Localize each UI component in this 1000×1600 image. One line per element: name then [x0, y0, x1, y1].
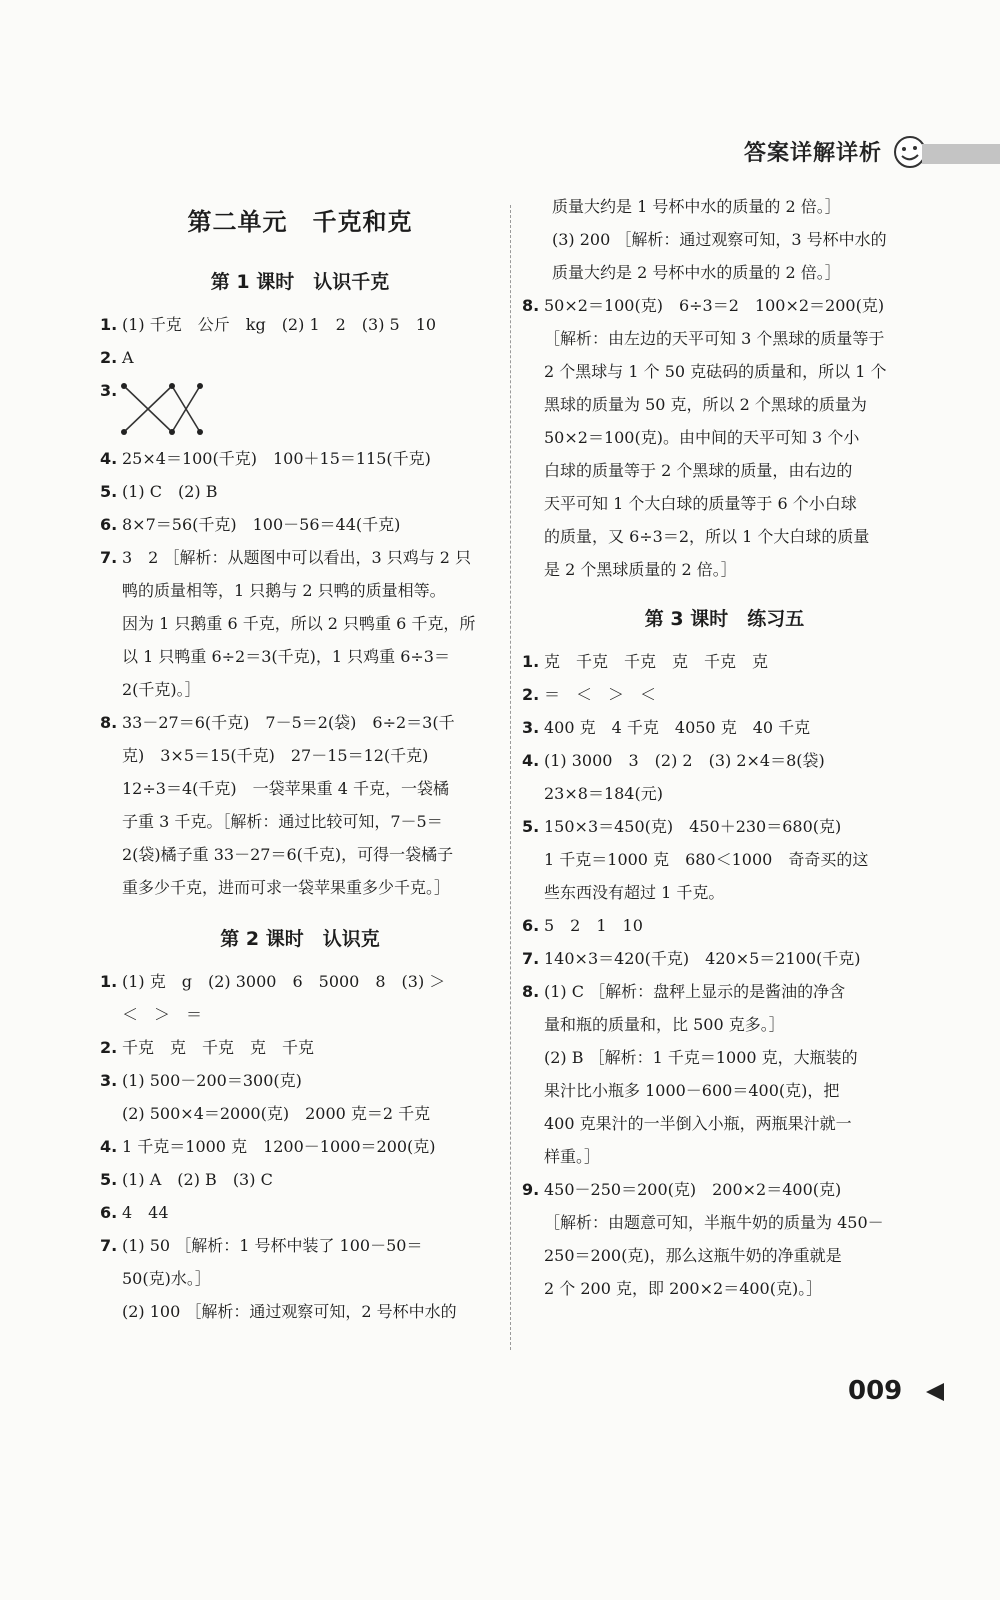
- lesson-2-title: 第 2 课时 认识克: [220, 928, 380, 950]
- lesson-1-title: 第 1 课时 认识千克: [210, 271, 390, 293]
- l3-q8-line: (2) B ［解析：1 千克＝1000 克，大瓶装的: [544, 1048, 858, 1067]
- l3-q9-line: ［解析：由题意可知，半瓶牛奶的质量为 450－: [544, 1213, 884, 1232]
- l3-q9-line: 2 个 200 克，即 200×2＝400(克)。］: [544, 1279, 823, 1298]
- l1-q4: 4. 25×4＝100(千克) 100＋15＝115(千克): [100, 449, 431, 468]
- l1-q7-line: 因为 1 只鹅重 6 千克，所以 2 只鸭重 6 千克，所: [122, 614, 476, 633]
- l3-q5-line: 1 千克＝1000 克 680＜1000 奇奇买的这: [544, 850, 869, 869]
- r-q8: 8. 50×2＝100(克) 6÷3＝2 100×2＝200(克): [522, 296, 885, 315]
- r-top-line: (3) 200 ［解析：通过观察可知，3 号杯中水的: [552, 230, 887, 249]
- l2-q7-line: (2) 100 ［解析：通过观察可知，2 号杯中水的: [122, 1302, 457, 1321]
- l1-q7-line: 以 1 只鸭重 6÷2＝3(千克)，1 只鸡重 6÷3＝: [122, 647, 450, 666]
- l3-q5: 5. 150×3＝450(克) 450＋230＝680(克): [522, 817, 842, 836]
- l1-q8-line: 重多少千克，进而可求一袋苹果重多少千克。］: [122, 878, 451, 897]
- l2-q1: 1. (1) 克 g (2) 3000 6 5000 8 (3) ＞: [100, 972, 446, 991]
- lesson-3-title: 第 3 课时 练习五: [644, 608, 805, 630]
- r-top-line: 质量大约是 1 号杯中水的质量的 2 倍。］: [552, 197, 841, 216]
- l2-q7-line: 50(克)水。］: [122, 1269, 211, 1288]
- r-q8-line: 2 个黑球与 1 个 50 克砝码的质量和，所以 1 个: [544, 362, 887, 381]
- l3-q1: 1. 克 千克 千克 克 千克 克: [522, 652, 769, 671]
- l2-q3: 3. (1) 500－200＝300(克): [100, 1071, 302, 1090]
- l3-q4-line: 23×8＝184(元): [544, 784, 663, 803]
- l3-q8-line: 400 克果汁的一半倒入小瓶，两瓶果汁就一: [544, 1114, 852, 1133]
- l1-q5: 5. (1) C (2) B: [100, 482, 218, 501]
- l3-q8: 8. (1) C ［解析：盘秤上显示的是酱油的净含: [522, 982, 846, 1001]
- l1-q8-line: 2(袋)橘子重 33－27＝6(千克)，可得一袋橘子: [122, 845, 454, 864]
- left-triangle-icon: [924, 1381, 946, 1403]
- r-top-line: 质量大约是 2 号杯中水的质量的 2 倍。］: [552, 263, 841, 282]
- l2-q4: 4. 1 千克＝1000 克 1200－1000＝200(克): [100, 1137, 436, 1156]
- l1-q3-matching: 3.: [100, 374, 500, 442]
- l1-q2: 2. A: [100, 348, 134, 367]
- l1-q8-line: 12÷3＝4(千克) 一袋苹果重 4 千克，一袋橘: [122, 779, 449, 798]
- l3-q9: 9. 450－250＝200(克) 200×2＝400(克): [522, 1180, 842, 1199]
- l3-q8-line: 样重。］: [544, 1147, 601, 1166]
- l3-q2: 2. ＝ ＜ ＞ ＜: [522, 685, 657, 704]
- page-number: 009: [848, 1376, 903, 1406]
- l2-q6: 6. 4 44: [100, 1203, 169, 1222]
- l1-q6: 6. 8×7＝56(千克) 100－56＝44(千克): [100, 515, 401, 534]
- l3-q5-line: 些东西没有超过 1 千克。: [544, 883, 725, 902]
- l2-q7: 7. (1) 50 ［解析：1 号杯中装了 100－50＝: [100, 1236, 423, 1255]
- r-q8-line: 天平可知 1 个大白球的质量等于 6 个小白球: [544, 494, 857, 513]
- r-q8-line: 白球的质量等于 2 个黑球的质量，由右边的: [544, 461, 853, 480]
- l1-q7-line: 2(千克)。］: [122, 680, 201, 699]
- l2-q1-line: ＜ ＞ ＝: [122, 1005, 203, 1024]
- l3-q8-line: 量和瓶的质量和，比 500 克多。］: [544, 1015, 785, 1034]
- l1-q7-line: 鸭的质量相等，1 只鹅与 2 只鸭的质量相等。: [122, 581, 446, 600]
- r-q8-line: ［解析：由左边的天平可知 3 个黑球的质量等于: [544, 329, 885, 348]
- l3-q6: 6. 5 2 1 10: [522, 916, 643, 935]
- right-column: [522, 190, 927, 1305]
- l3-q8-line: 果汁比小瓶多 1000－600＝400(克)，把: [544, 1081, 840, 1100]
- l2-q3-line: (2) 500×4＝2000(克) 2000 克＝2 千克: [122, 1104, 431, 1123]
- l1-q1: 1. (1) 千克 公斤 kg (2) 1 2 (3) 5 10: [100, 315, 437, 334]
- l3-q4: 4. (1) 3000 3 (2) 2 (3) 2×4＝8(袋): [522, 751, 825, 770]
- l2-q2: 2. 千克 克 千克 克 千克: [100, 1038, 315, 1057]
- r-q8-line: 黑球的质量为 50 克，所以 2 个黑球的质量为: [544, 395, 867, 414]
- r-q8-line: 是 2 个黑球质量的 2 倍。］: [544, 560, 737, 579]
- header-title: 答案详解详析: [743, 141, 882, 166]
- r-q8-line: 的质量，又 6÷3＝2，所以 1 个大白球的质量: [544, 527, 870, 546]
- header-bar: [922, 144, 1000, 164]
- l1-q7: 7. 3 2 ［解析：从题图中可以看出，3 只鸡与 2 只: [100, 548, 472, 567]
- page-header: [700, 132, 1000, 172]
- column-divider: [510, 205, 511, 1350]
- l2-q5: 5. (1) A (2) B (3) C: [100, 1170, 273, 1189]
- l3-q3: 3. 400 克 4 千克 4050 克 40 千克: [522, 718, 811, 737]
- l1-q8-line: 克) 3×5＝15(千克) 27－15＝12(千克): [122, 746, 429, 765]
- l1-q8-line: 子重 3 千克。［解析：通过比较可知，7－5＝: [122, 812, 443, 831]
- unit-title: 第二单元 千克和克: [187, 208, 413, 236]
- l3-q9-line: 250＝200(克)，那么这瓶牛奶的净重就是: [544, 1246, 842, 1265]
- l1-q8: 8. 33－27＝6(千克) 7－5＝2(袋) 6÷2＝3(千: [100, 713, 455, 732]
- matching-lines-diagram: [114, 378, 234, 442]
- left-column: [100, 190, 500, 1328]
- l3-q7: 7. 140×3＝420(千克) 420×5＝2100(千克): [522, 949, 861, 968]
- r-q8-line: 50×2＝100(克)。由中间的天平可知 3 个小: [544, 428, 860, 447]
